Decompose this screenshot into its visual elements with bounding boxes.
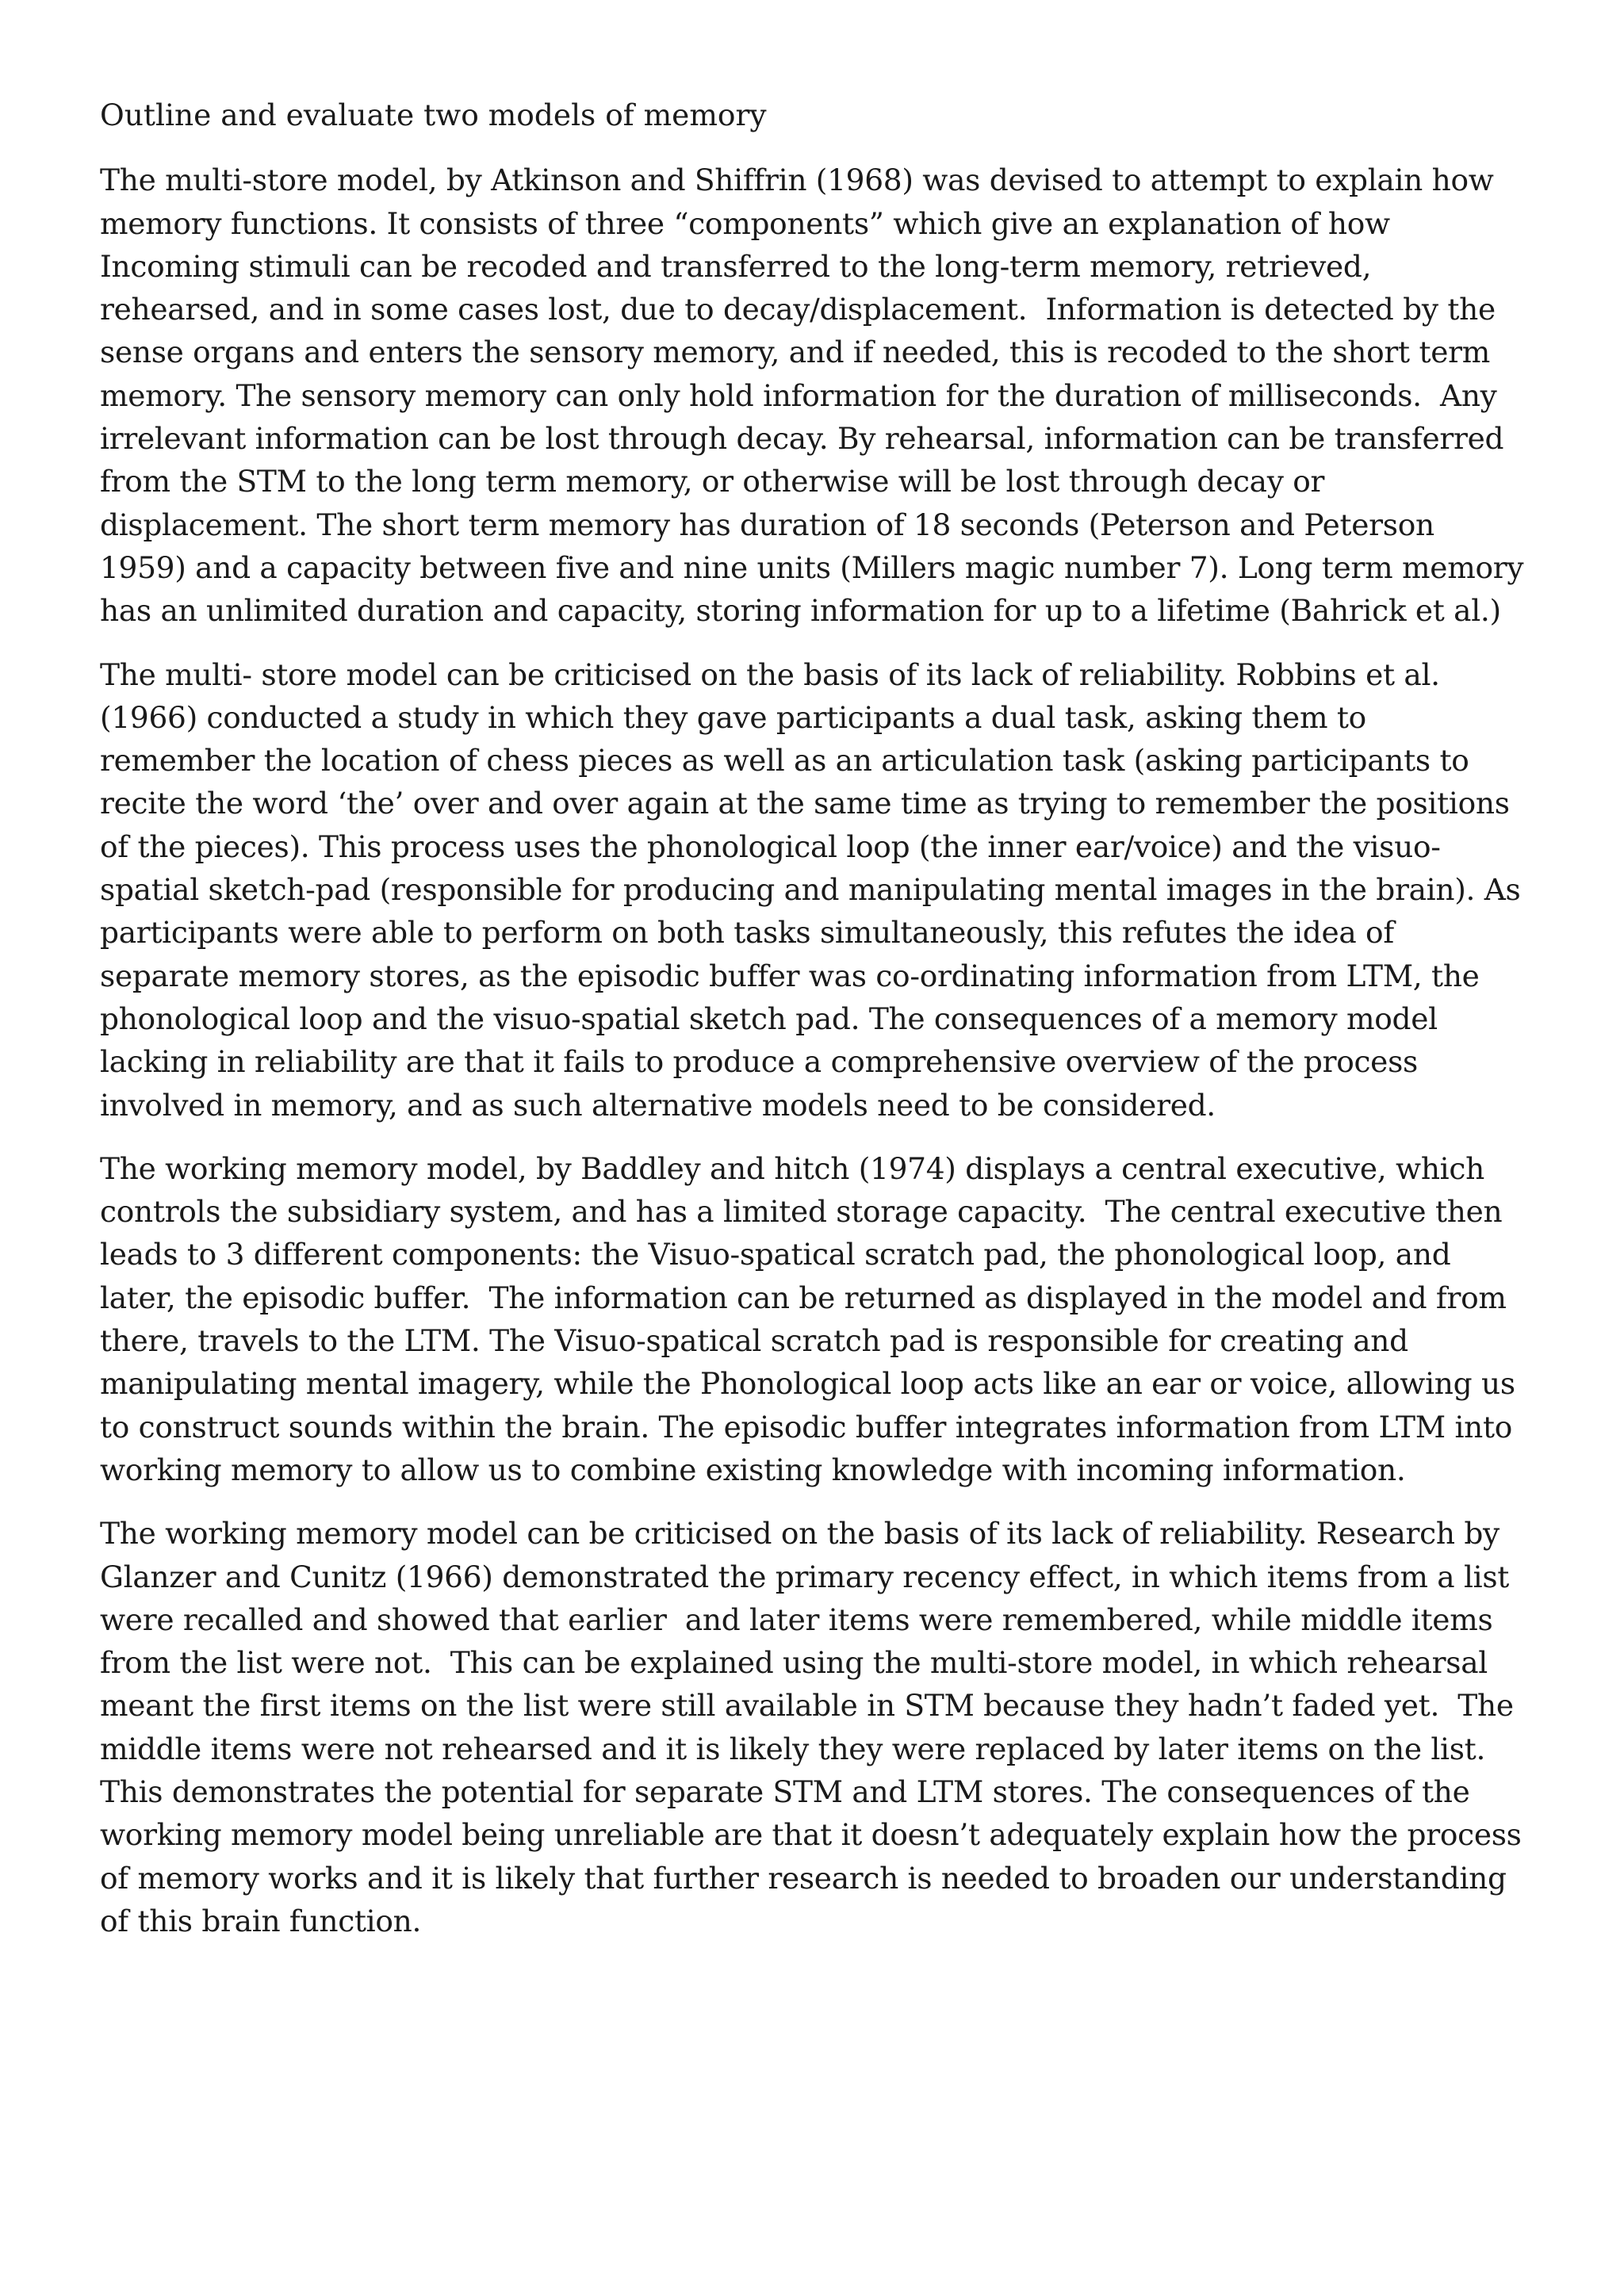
- paragraph-working-memory-evaluation: The working memory model can be criticised on the basis of its lack of reliability. Research by Glanzer and Cunitz (1966) demonstrated the primary recency effect, in which items from a list were recalled and showed that earlier and later items were remembered, while middle items from the list were not. This can be explained using the multi-store model, in which rehearsal meant the first items on the list were still available in STM because they hadn’t faded yet. The middle items were not rehearsed and it is likely they were replaced by later items on the list. This demonstrates the potential for separate STM and LTM stores. The consequences of the working memory model being unreliable are that it doesn’t adequately explain how the process of memory works and it is likely that further research is needed to broaden our understanding of this brain function.: [100, 1516, 1531, 1938]
- document-title: Outline and evaluate two models of memory: [100, 98, 767, 132]
- paragraph-working-memory-model: The working memory model, by Baddley and hitch (1974) displays a central executive, which controls the subsidiary system, and has a limited storage capacity. The central executive then leads to 3 different components: the Visuo-spatical scratch pad, the phonological loop, and later, the episodic buffer. The information can be returned as displayed in the model and from there, travels to the LTM. The Visuo-spatical scratch pad is responsible for creating and manipulating mental imagery, while the Phonological loop acts like an ear or voice, allowing us to construct sounds within the brain. The episodic buffer integrates information from LTM into working memory to allow us to combine existing knowledge with incoming information.: [100, 1150, 1525, 1487]
- paragraph-multi-store-evaluation: The multi- store model can be criticised on the basis of its lack of reliability. Robbins et al. (1966) conducted a study in which they gave participants a dual task, asking them to remember the location of chess pieces as well as an articulation task (asking participants to recite the word ‘the’ over and over again at the same time as trying to remember the positions of the pieces). This process uses the phonological loop (the inner ear/voice) and the visuo-spatial sketch-pad (responsible for producing and manipulating mental images in the brain). As participants were able to perform on both tasks simultaneously, this refutes the idea of separate memory stores, as the episodic buffer was co-ordinating information from LTM, the phonological loop and the visuo-spatial sketch pad. The consequences of a memory model lacking in reliability are that it fails to produce a comprehensive overview of the process involved in memory, and as such alternative models need to be considered.: [100, 656, 1530, 1123]
- paragraph-multi-store-model: The multi-store model, by Atkinson and Shiffrin (1968) was devised to attempt to explain how memory functions. It consists of three “components” which give an explanation of how Incoming stimuli can be recoded and transferred to the long-term memory, retrieved, rehearsed, and in some cases lost, due to decay/displacement. Information is detected by the sense organs and enters the sensory memory, and if needed, this is recoded to the short term memory. The sensory memory can only hold information for the duration of milliseconds. Any irrelevant information can be lost through decay. By rehearsal, information can be transferred from the STM to the long term memory, or otherwise will be lost through decay or displacement. The short term memory has duration of 18 seconds (Peterson and Peterson 1959) and a capacity between five and nine units (Millers magic number 7). Long term memory has an unlimited duration and capacity, storing information for up to a lifetime (Bahrick et al.): [100, 163, 1533, 629]
- document-body: [100, 94, 1533, 1963]
